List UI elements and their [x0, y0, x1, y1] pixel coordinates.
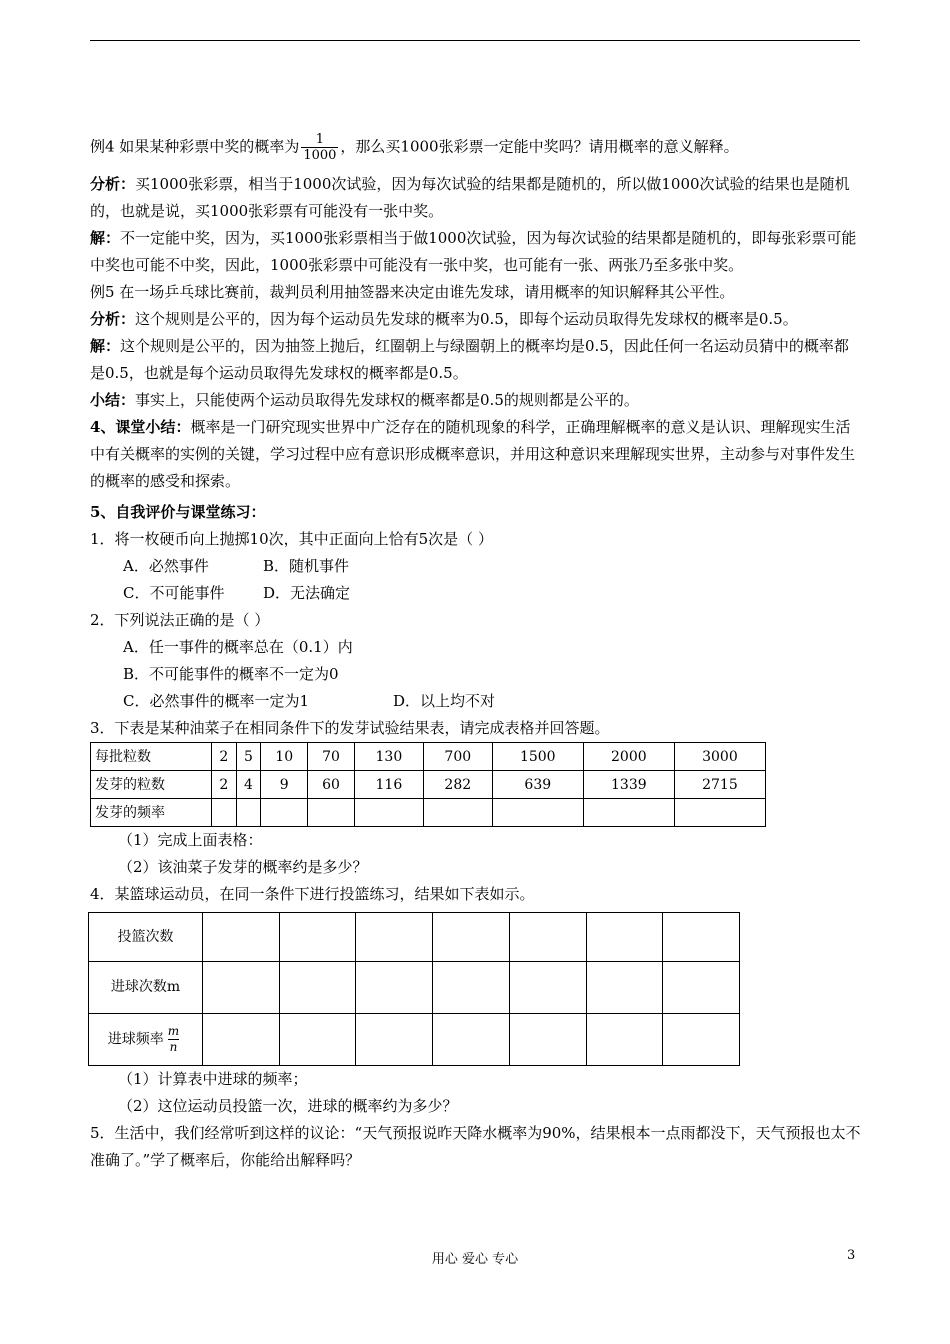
table-cell: 5 [236, 743, 261, 771]
row-header: 投篮次数 [89, 913, 203, 962]
option-c: C．不可能事件 [123, 584, 225, 602]
germination-table [90, 742, 766, 827]
option-b: B．不可能事件的概率不一定为0 [123, 665, 339, 683]
table-cell [433, 1014, 510, 1066]
table-cell [203, 962, 280, 1014]
table-cell: 130 [354, 743, 423, 771]
table-cell [433, 913, 510, 962]
table-cell [509, 913, 586, 962]
question-5: 5．生活中，我们经常听到这样的议论：“天气预报说昨天降水概率为90%，结果根本一点雨都没下，天气预报也太不准确了。”学了概率后，你能给出解释吗？ [90, 1124, 861, 1169]
example-5: 例5 在一场乒乓球比赛前，裁判员利用抽签器来决定由谁先发球，请用概率的知识解释其公平性。 [90, 283, 735, 301]
table-row [89, 913, 740, 962]
table-cell [674, 799, 765, 827]
table-cell [203, 1014, 280, 1066]
table-cell [203, 913, 280, 962]
table-cell [586, 913, 663, 962]
option-d: D．以上均不对 [393, 692, 496, 710]
header-rule [90, 40, 860, 41]
table-cell [586, 962, 663, 1014]
table-cell: 2 [212, 771, 237, 799]
table-cell: 116 [354, 771, 423, 799]
row-header: 每批粒数 [91, 743, 212, 771]
table-cell: 1500 [492, 743, 583, 771]
example-5-analysis: 分析：这个规则是公平的，因为每个运动员先发球的概率为0.5，即每个运动员取得先发球权的概率是0.5。 [90, 310, 798, 328]
table-cell [356, 913, 433, 962]
table-cell [279, 962, 356, 1014]
example-4-solution: 解：不一定能中奖，因为，买1000张彩票相当于做1000次试验，因为每次试验的结果都是随机的，即每张彩票可能中奖也可能不中奖，因此，1000张彩票中可能没有一张中奖，也可能有一张、两张乃至多张中奖。 [90, 229, 857, 274]
table-row [89, 962, 740, 1014]
page-footer: 用心 爱心 专心 [431, 1252, 519, 1267]
option-d: D．无法确定 [263, 584, 351, 602]
question-4-sub-1: （1）计算表中进球的频率； [118, 1070, 308, 1088]
table-cell [236, 799, 261, 827]
example-5-solution: 解：这个规则是公平的，因为抽签上抛后，红圈朝上与绿圈朝上的概率均是0.5，因此任何一名运动员猜中的概率都是0.5，也就是每个运动员取得先发球权的概率都是0.5。 [90, 337, 849, 382]
table-cell [433, 962, 510, 1014]
question-2-options-row [90, 688, 862, 715]
table-cell: 3000 [674, 743, 765, 771]
question-2-stem: 2．下列说法正确的是（ ） [90, 611, 270, 629]
table-cell [583, 799, 674, 827]
table-row [91, 799, 766, 827]
table-cell: 70 [308, 743, 355, 771]
table-row [91, 743, 766, 771]
option-c: C．必然事件的概率一定为1 [123, 692, 310, 710]
question-1-options-row-1 [90, 553, 862, 580]
shooting-table [88, 912, 740, 1066]
table-cell: 2715 [674, 771, 765, 799]
table-cell [492, 799, 583, 827]
section-5-heading: 5、自我评价与课堂练习： [90, 503, 266, 521]
page-number: 3 [847, 1248, 856, 1263]
table-cell [308, 799, 355, 827]
table-cell: 60 [308, 771, 355, 799]
table-cell [261, 799, 308, 827]
table-cell [356, 1014, 433, 1066]
table-cell [663, 962, 740, 1014]
question-4-sub-2: （2）这位运动员投篮一次，进球的概率约为多少？ [118, 1097, 458, 1115]
option-a: A．必然事件 [123, 557, 209, 575]
example-4-analysis: 分析：买1000张彩票，相当于1000次试验，因为每次试验的结果都是随机的，所以做1000次试验的结果也是随机的，也就是说，买1000张彩票有可能没有一张中奖。 [90, 175, 850, 220]
table-cell: 639 [492, 771, 583, 799]
table-row [91, 771, 766, 799]
option-a: A．任一事件的概率总在（0.1）内 [123, 638, 353, 656]
table-cell: 700 [423, 743, 492, 771]
row-header: 发芽的频率 [91, 799, 212, 827]
question-1-stem: 1．将一枚硬币向上抛掷10次，其中正面向上恰有5次是（ ） [90, 530, 493, 548]
question-3-sub-2: （2）该油菜子发芽的概率约是多少？ [118, 858, 368, 876]
page-content [90, 132, 862, 1174]
table-cell: 4 [236, 771, 261, 799]
table-cell [279, 1014, 356, 1066]
section-4-summary: 4、课堂小结：概率是一门研究现实世界中广泛存在的随机现象的科学，正确理解概率的意义是认识、理解现实生活中有关概率的实例的关键，学习过程中应有意识形成概率意识，并用这种意识来理解现实世界，主动参与对事件发生的概率的感受和探索。 [90, 418, 856, 490]
question-4-stem: 4．某篮球运动员，在同一条件下进行投篮练习，结果如下表如示。 [90, 885, 535, 903]
table-cell: 2000 [583, 743, 674, 771]
example-4-question: ，那么买1000张彩票一定能中奖吗？请用概率的意义解释。 [340, 137, 739, 156]
table-cell [663, 1014, 740, 1066]
row-header: 进球次数m [89, 962, 203, 1014]
table-cell: 1339 [583, 771, 674, 799]
table-cell [279, 913, 356, 962]
fraction-1-over-1000: $\frac{1}{1000}$ [303, 132, 337, 163]
fraction-m-over-n: $\frac{m}{n}$ [167, 1024, 180, 1054]
table-cell [663, 913, 740, 962]
table-cell: 2 [212, 743, 237, 771]
row-header: 发芽的粒数 [91, 771, 212, 799]
option-b: B．随机事件 [263, 557, 350, 575]
question-3-stem: 3．下表是某种油菜子在相同条件下的发芽试验结果表，请完成表格并回答题。 [90, 719, 610, 737]
table-cell [423, 799, 492, 827]
table-cell: 10 [261, 743, 308, 771]
example-5-summary: 小结：事实上，只能使两个运动员取得先发球权的概率都是0.5的规则都是公平的。 [90, 391, 639, 409]
table-cell [509, 1014, 586, 1066]
table-cell [212, 799, 237, 827]
example-4-text: 例4 如果某种彩票中奖的概率为 [90, 137, 300, 156]
table-cell: 282 [423, 771, 492, 799]
table-cell [509, 962, 586, 1014]
question-1-options-row-2 [90, 580, 862, 607]
example-4 [90, 132, 862, 163]
table-row [89, 1014, 740, 1066]
question-3-sub-1: （1）完成上面表格： [118, 831, 263, 849]
table-cell [356, 962, 433, 1014]
table-cell [586, 1014, 663, 1066]
table-cell: 9 [261, 771, 308, 799]
row-header: 进球频率 $\frac{m}{n}$ [89, 1014, 203, 1066]
table-cell [354, 799, 423, 827]
